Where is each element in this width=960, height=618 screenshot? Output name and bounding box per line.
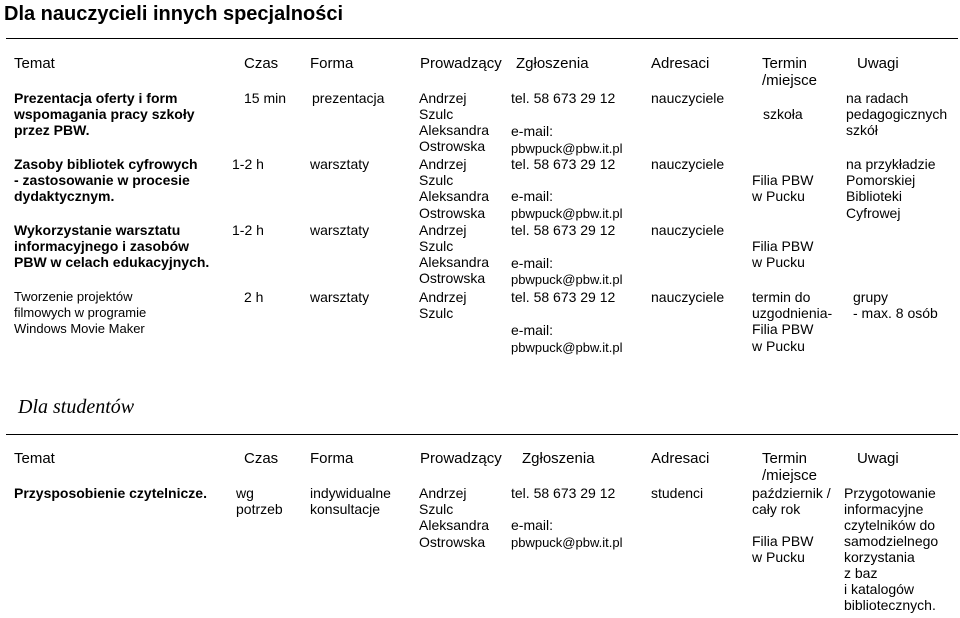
row-forma: warsztaty (310, 222, 370, 238)
row-prowadzacy: Andrzej (419, 90, 467, 106)
row-zgloszenia-email-label: e-mail: (511, 322, 554, 338)
row-uwagi: informacyjne (844, 501, 924, 517)
row-zgloszenia-tel: tel. 58 673 29 12 (511, 222, 616, 238)
row-zgloszenia-tel: tel. 58 673 29 12 (511, 485, 616, 501)
row-prowadzacy: Aleksandra (419, 122, 490, 138)
row-prowadzacy: Aleksandra (419, 188, 490, 204)
row-prowadzacy: Andrzej (419, 485, 467, 501)
row-termin: Filia PBW (752, 238, 814, 254)
row-uwagi: czytelników do (844, 517, 936, 533)
col-header-miejsce: /miejsce (762, 72, 818, 89)
row-uwagi: samodzielnego (844, 533, 939, 549)
row-forma: konsultacje (310, 501, 381, 517)
row-termin: w Pucku (752, 549, 805, 565)
row-uwagi: i katalogów (844, 581, 915, 597)
row-temat: Wykorzystanie warsztatu (14, 222, 181, 238)
col-header-adresaci: Adresaci (651, 450, 710, 467)
col-header-termin: Termin (762, 55, 808, 72)
row-temat: Zasoby bibliotek cyfrowych (14, 156, 198, 172)
col-header-uwagi: Uwagi (857, 450, 899, 467)
row-zgloszenia-email[interactable]: pbwpuck@pbw.it.pl (511, 535, 623, 550)
row-uwagi: na radach (846, 90, 909, 106)
row-forma: warsztaty (310, 156, 370, 172)
row-prowadzacy: Andrzej (419, 222, 467, 238)
col-header-termin: Termin (762, 450, 808, 467)
row-temat: informacyjnego i zasobów (14, 238, 190, 254)
row-zgloszenia-email[interactable]: pbwpuck@pbw.it.pl (511, 206, 623, 221)
row-temat: przez PBW. (14, 122, 90, 138)
row-termin: Filia PBW (752, 321, 814, 337)
row-temat: filmowych w programie (14, 305, 147, 320)
row-czas: 2 h (244, 289, 264, 305)
row-uwagi: na przykładzie (846, 156, 936, 172)
row-prowadzacy: Szulc (419, 106, 454, 122)
row-prowadzacy: Szulc (419, 172, 454, 188)
row-uwagi: grupy (853, 289, 889, 305)
col-header-zgloszenia: Zgłoszenia (516, 55, 589, 72)
col-header-forma: Forma (310, 450, 354, 467)
row-termin: październik / (752, 485, 831, 501)
row-termin: w Pucku (752, 254, 805, 270)
row-termin: cały rok (752, 501, 801, 517)
row-uwagi: korzystania (844, 549, 915, 565)
row-zgloszenia-tel: tel. 58 673 29 12 (511, 156, 616, 172)
row-czas: wg (236, 485, 254, 501)
row-zgloszenia-email[interactable]: pbwpuck@pbw.it.pl (511, 141, 623, 156)
col-header-temat: Temat (14, 55, 55, 72)
row-temat: wspomagania pracy szkoły (14, 106, 195, 122)
col-header-miejsce: /miejsce (762, 467, 818, 484)
row-temat: - zastosowanie w procesie (14, 172, 190, 188)
row-temat: Tworzenie projektów (14, 289, 133, 304)
row-prowadzacy: Ostrowska (419, 205, 486, 221)
col-header-czas: Czas (244, 450, 279, 467)
row-zgloszenia-tel: tel. 58 673 29 12 (511, 90, 616, 106)
row-temat: Przysposobienie czytelnicze. (14, 485, 207, 501)
row-forma: warsztaty (310, 289, 370, 305)
col-header-adresaci: Adresaci (651, 55, 710, 72)
row-temat: dydaktycznym. (14, 188, 115, 204)
row-czas: 1-2 h (232, 156, 264, 172)
col-header-zgloszenia: Zgłoszenia (522, 450, 595, 467)
row-prowadzacy: Andrzej (419, 156, 467, 172)
col-header-prowadzacy: Prowadzący (420, 450, 502, 467)
row-termin: uzgodnienia- (752, 305, 833, 321)
row-adresaci: nauczyciele (651, 90, 725, 106)
row-zgloszenia-tel: tel. 58 673 29 12 (511, 289, 616, 305)
row-adresaci: nauczyciele (651, 289, 725, 305)
table-top-border (6, 434, 958, 435)
row-prowadzacy: Szulc (419, 238, 454, 254)
col-header-uwagi: Uwagi (857, 55, 899, 72)
col-header-temat: Temat (14, 450, 55, 467)
row-adresaci: studenci (651, 485, 704, 501)
row-forma: indywidualne (310, 485, 391, 501)
row-temat: Windows Movie Maker (14, 321, 145, 336)
row-prowadzacy: Szulc (419, 501, 454, 517)
row-adresaci: nauczyciele (651, 222, 725, 238)
row-forma: prezentacja (312, 90, 385, 106)
row-prowadzacy: Andrzej (419, 289, 467, 305)
row-zgloszenia-email-label: e-mail: (511, 255, 554, 271)
col-header-czas: Czas (244, 55, 279, 72)
row-uwagi: z baz (844, 565, 878, 581)
row-czas: potrzeb (236, 501, 283, 517)
col-header-forma: Forma (310, 55, 354, 72)
row-zgloszenia-email[interactable]: pbwpuck@pbw.it.pl (511, 340, 623, 355)
row-termin: szkoła (763, 106, 803, 122)
row-prowadzacy: Aleksandra (419, 254, 490, 270)
row-prowadzacy: Aleksandra (419, 517, 490, 533)
row-uwagi: pedagogicznych (846, 106, 948, 122)
table-top-border (6, 38, 958, 39)
row-zgloszenia-email-label: e-mail: (511, 188, 554, 204)
row-termin: Filia PBW (752, 533, 814, 549)
row-temat: PBW w celach edukacyjnych. (14, 254, 210, 270)
row-temat: Prezentacja oferty i form (14, 90, 178, 106)
row-prowadzacy: Szulc (419, 305, 454, 321)
section-title-teachers: Dla nauczycieli innych specjalności (4, 3, 344, 25)
row-zgloszenia-email-label: e-mail: (511, 123, 554, 139)
row-zgloszenia-email[interactable]: pbwpuck@pbw.it.pl (511, 272, 623, 287)
row-prowadzacy: Ostrowska (419, 534, 486, 550)
row-czas: 1-2 h (232, 222, 264, 238)
row-uwagi: - max. 8 osób (853, 305, 938, 321)
row-uwagi: szkół (846, 122, 878, 138)
row-uwagi: Biblioteki (846, 188, 903, 204)
row-uwagi: bibliotecznych. (844, 597, 936, 613)
row-adresaci: nauczyciele (651, 156, 725, 172)
row-termin: termin do (752, 289, 811, 305)
row-uwagi: Przygotowanie (844, 485, 936, 501)
col-header-prowadzacy: Prowadzący (420, 55, 502, 72)
row-prowadzacy: Ostrowska (419, 270, 486, 286)
row-termin: w Pucku (752, 188, 805, 204)
row-termin: w Pucku (752, 338, 805, 354)
row-uwagi: Pomorskiej (846, 172, 916, 188)
row-czas: 15 min (244, 90, 287, 106)
row-zgloszenia-email-label: e-mail: (511, 517, 554, 533)
row-uwagi: Cyfrowej (846, 205, 901, 221)
row-termin: Filia PBW (752, 172, 814, 188)
row-prowadzacy: Ostrowska (419, 138, 486, 154)
section-title-students: Dla studentów (18, 396, 135, 418)
